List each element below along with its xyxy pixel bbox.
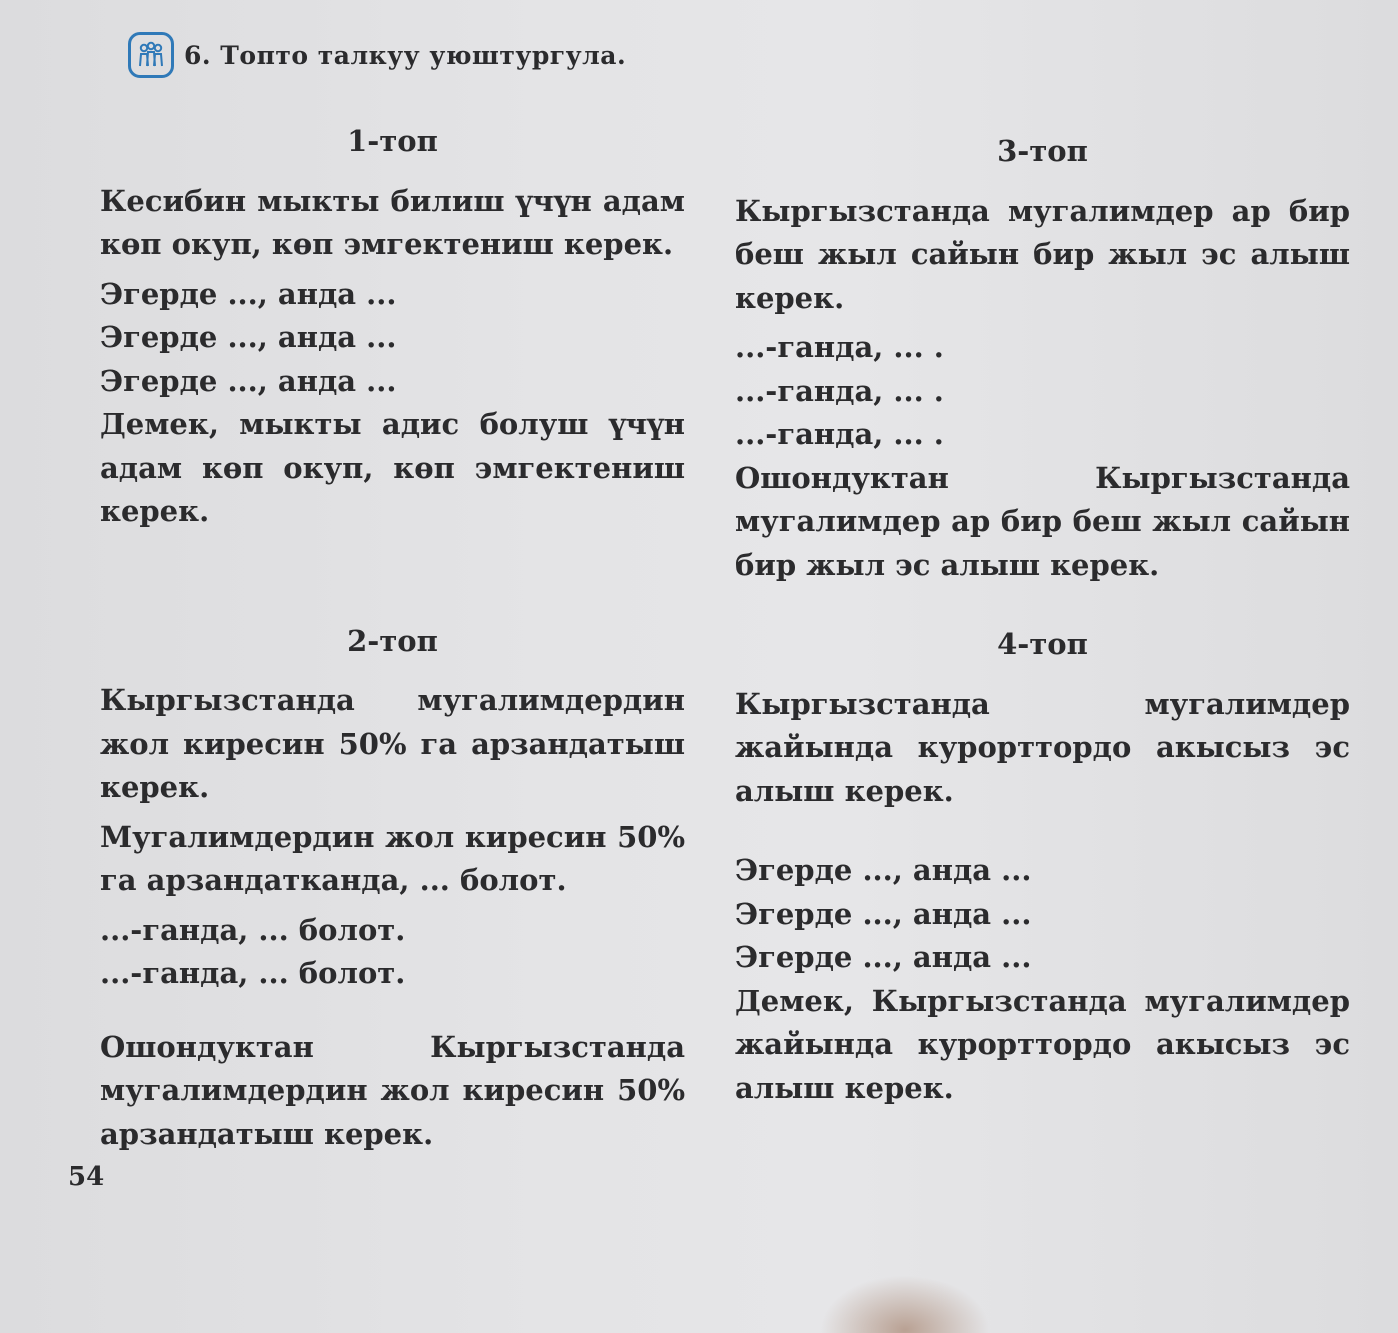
- group-1-title: 1-топ: [347, 124, 438, 158]
- group-1-statement: Кесибин мыкты билиш үчүн адам көп окуп, көп эмгектениш керек.: [100, 183, 685, 261]
- group-4-line-2: Эгерде ..., анда ...: [735, 896, 1032, 931]
- group-3-title: 3-топ: [997, 134, 1088, 168]
- group-1-line-1: Эгерде ..., анда ...: [100, 276, 397, 311]
- group-3-statement: Кыргызстанда мугалимдер ар бир беш жыл сайын бир жыл эс алыш керек.: [735, 193, 1350, 315]
- group-1-conclusion: Демек, мыкты адис болуш үчүн адам көп окуп, көп эмгектениш керек.: [100, 407, 685, 528]
- group-4-line-3: Эгерде ..., анда ...: [735, 940, 1032, 974]
- group-3-line-3: ...-ганда, ... .: [735, 417, 944, 451]
- left-column: [100, 120, 685, 1162]
- group-4-title: 4-топ: [997, 627, 1088, 661]
- group-3-line-1: ...-ганда, ... .: [735, 330, 944, 364]
- exercise-header: [128, 32, 626, 78]
- spacer: [735, 819, 1350, 849]
- group-4-conclusion: Демек, Кыргызстанда мугалимдер жайында курорттордо акысыз эс алыш керек.: [735, 983, 1350, 1105]
- right-column: [735, 130, 1350, 1116]
- group-2-line-1: ...-ганда, ... болот.: [100, 912, 406, 947]
- group-4-statement: Кыргызстанда мугалимдер жайында курорттордо акысыз эс алыш керек.: [735, 686, 1350, 808]
- group-3-line-2: ...-ганда, ... .: [735, 373, 944, 408]
- group-discussion-icon: [128, 32, 174, 78]
- spacer: [100, 540, 685, 620]
- group-3: [735, 130, 1350, 587]
- group-2-lead: Мугалимдердин жол киресин 50% га арзандатканда, ... болот.: [100, 819, 685, 897]
- group-2: [100, 620, 685, 1157]
- spacer: [735, 593, 1350, 623]
- page-number: 54: [68, 1162, 105, 1192]
- group-1: [100, 120, 685, 534]
- group-3-conclusion: Ошондуктан Кыргызстанда мугалимдер ар бир беш жыл сайын бир жыл эс алыш керек.: [735, 460, 1350, 582]
- group-4-line-1: Эгерде ..., анда ...: [735, 853, 1032, 887]
- spacer: [100, 996, 685, 1026]
- group-1-line-3: Эгерде ..., анда ...: [100, 363, 397, 398]
- group-4: [735, 623, 1350, 1110]
- group-1-line-2: Эгерде ..., анда ...: [100, 320, 397, 354]
- group-2-title: 2-топ: [347, 623, 438, 658]
- finger-shadow: [820, 1275, 990, 1333]
- group-2-line-2: ...-ганда, ... болот.: [100, 956, 406, 990]
- exercise-title: 6. Топто талкуу уюштургула.: [184, 40, 627, 70]
- group-2-conclusion: Ошондуктан Кыргызстанда мугалимдердин жол киресин 50% арзандатыш керек.: [100, 1029, 685, 1151]
- group-2-statement: Кыргызстанда мугалимдердин жол киресин 50% га арзандатыш керек.: [100, 683, 685, 804]
